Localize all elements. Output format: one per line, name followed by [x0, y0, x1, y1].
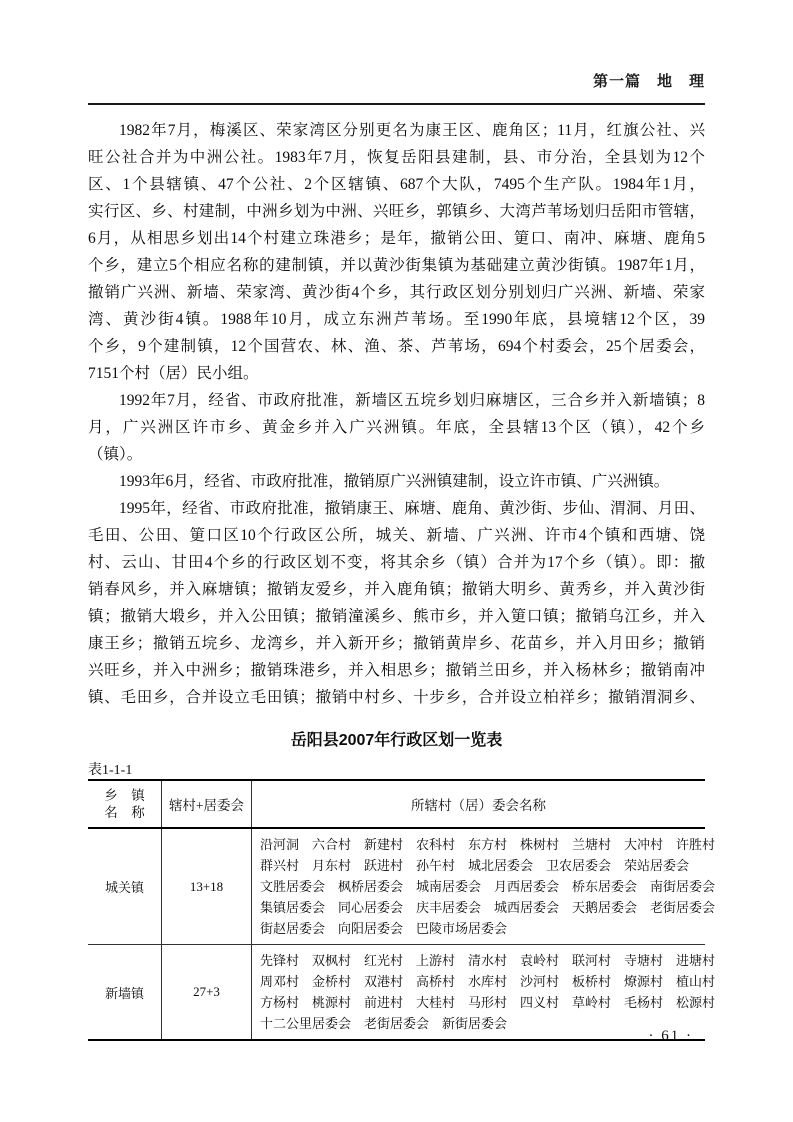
paragraph — [88, 387, 705, 468]
table-header-row — [88, 781, 705, 829]
text-line: 个乡，建立5个相应名称的建制镇，并以黄沙街集镇为基础建立黄沙街镇。1987年1月， — [88, 257, 705, 274]
text-line: 1982年7月，梅溪区、荣家湾区分别更名为康王区、鹿角区；11月，红旗公社、兴 — [119, 122, 705, 139]
township-name-cell: 新墙镇 — [88, 945, 162, 1039]
village-names-cell — [252, 829, 719, 944]
text-line: 6月，从相思乡划出14个村建立珠港乡；是年，撤销公田、筻口、南冲、麻塘、鹿角5 — [88, 230, 705, 247]
paragraph — [88, 468, 705, 495]
paragraph — [88, 495, 705, 711]
text-line: 1992年7月，经省、市政府批准，新墙区五垸乡划归麻塘区，三合乡并入新墙镇；8 — [119, 392, 705, 409]
column-header-count: 辖村+居委会 — [162, 781, 252, 827]
village-line: 文胜居委会 枫桥居委会 城南居委会 月西居委会 桥东居委会 南街居委会 — [260, 879, 716, 894]
text-line: 撤销广兴洲、新墙、荣家湾、黄沙街4个乡，其行政区划分别划归广兴洲、新墙、荣家 — [88, 284, 705, 301]
text-line: 镇、毛田乡，合并设立毛田镇；撤销中村乡、十步乡，合并设立柏祥乡；撤销渭洞乡、 — [88, 689, 705, 706]
column-header-line: 乡 镇 — [104, 788, 145, 803]
text-line: 实行区、乡、村建制，中洲乡划为中洲、兴旺乡，郭镇乡、大湾芦苇场划归岳阳市管辖， — [88, 203, 705, 220]
village-line: 周邓村 金桥村 双港村 高桥村 水库村 沙河村 板桥村 燎源村 植山村 — [260, 974, 716, 989]
paragraph — [88, 117, 705, 387]
column-header-line: 名 称 — [104, 805, 145, 820]
table-title: 岳阳县2007年行政区划一览表 — [290, 732, 503, 749]
text-line: 1993年6月，经省、市政府批准，撤销原广兴洲镇建制，设立许市镇、广兴洲镇。 — [119, 473, 670, 490]
text-line: 区、1个县辖镇、47个公社、2个区辖镇、687个大队，7495个生产队。1984年1月， — [88, 176, 705, 193]
text-line: 旺公社合并为中洲公社。1983年7月，恢复岳阳县建制，县、市分治，全县划为12个 — [88, 149, 705, 166]
text-line: 月，广兴洲区许市乡、黄金乡并入广兴洲镇。年底，全县辖13个区（镇），42个乡 — [88, 419, 705, 436]
header-rule — [88, 103, 705, 105]
text-line: 销春风乡，并入麻塘镇；撤销友爱乡，并入鹿角镇；撤销大明乡、黄秀乡，并入黄沙街 — [88, 581, 705, 598]
text-line: 兴旺乡，并入中洲乡；撤销珠港乡，并入相思乡；撤销兰田乡，并入杨林乡；撤销南冲 — [88, 662, 705, 679]
text-line: 1995年，经省、市政府批准，撤销康王、麻塘、鹿角、黄沙街、步仙、渭洞、月田、 — [119, 500, 705, 517]
village-line: 方杨村 桃源村 前进村 大桂村 马形村 四义村 草岭村 毛杨村 松源村 — [260, 995, 716, 1010]
township-name-cell: 城关镇 — [88, 829, 162, 944]
body-paragraphs — [88, 117, 705, 711]
column-header-township-name — [88, 781, 162, 827]
column-header-villages: 所辖村（居）委会名称 — [411, 798, 546, 813]
text-line: 镇；撤销大塅乡，并入公田镇；撤销潼溪乡、熊市乡，并入筻口镇；撤销乌江乡，并入 — [88, 608, 705, 625]
text-line: 村、云山、甘田4个乡的行政区划不变，将其余乡（镇）合并为17个乡（镇）。即：撤 — [88, 554, 705, 571]
admin-division-table — [88, 779, 716, 1041]
village-line: 十二公里居委会 老街居委会 新街居委会 — [260, 1016, 508, 1031]
table-row — [88, 944, 716, 1039]
page-number: · 61 · — [648, 1028, 693, 1044]
table-row — [88, 829, 716, 944]
text-line: 个乡，9个建制镇，12个国营农、林、渔、茶、芦苇场，694个村委会，25个居委会， — [88, 338, 705, 355]
table-block — [88, 727, 716, 1041]
village-count-cell: 13+18 — [162, 829, 252, 944]
village-line: 集镇居委会 同心居委会 庆丰居委会 城西居委会 天鹅居委会 老街居委会 — [260, 900, 716, 915]
text-line: 7151个村（居）民小组。 — [88, 365, 259, 382]
text-line: 毛田、公田、筻口区10个行政区公所，城关、新墙、广兴洲、许市4个镇和西塘、饶 — [88, 527, 705, 544]
village-names-cell — [252, 945, 719, 1039]
village-line: 街赵居委会 向阳居委会 巴陵市场居委会 — [260, 921, 508, 936]
text-line: 湾、黄沙街4镇。1988年10月，成立东洲芦苇场。至1990年底，县境辖12个区，39 — [88, 311, 705, 328]
village-line: 群兴村 月东村 跃进村 孙午村 城北居委会 卫农居委会 荣站居委会 — [260, 858, 690, 873]
text-line: （镇）。 — [88, 446, 143, 463]
village-line: 沿河洞 六合村 新建村 农科村 东方村 株树村 兰塘村 大冲村 许胜村 — [260, 837, 716, 852]
village-line: 先锋村 双枫村 红光村 上游村 清水村 袁岭村 联河村 寺塘村 进塘村 — [260, 953, 716, 968]
text-line: 康王乡；撤销五垸乡、龙湾乡，并入新开乡；撤销黄岸乡、花苗乡，并入月田乡；撤销 — [88, 635, 705, 652]
table-body — [88, 829, 716, 1039]
running-head-title: 第一篇 地 理 — [592, 73, 705, 90]
table-label: 表1-1-1 — [88, 763, 133, 778]
village-count-cell: 27+3 — [162, 945, 252, 1039]
